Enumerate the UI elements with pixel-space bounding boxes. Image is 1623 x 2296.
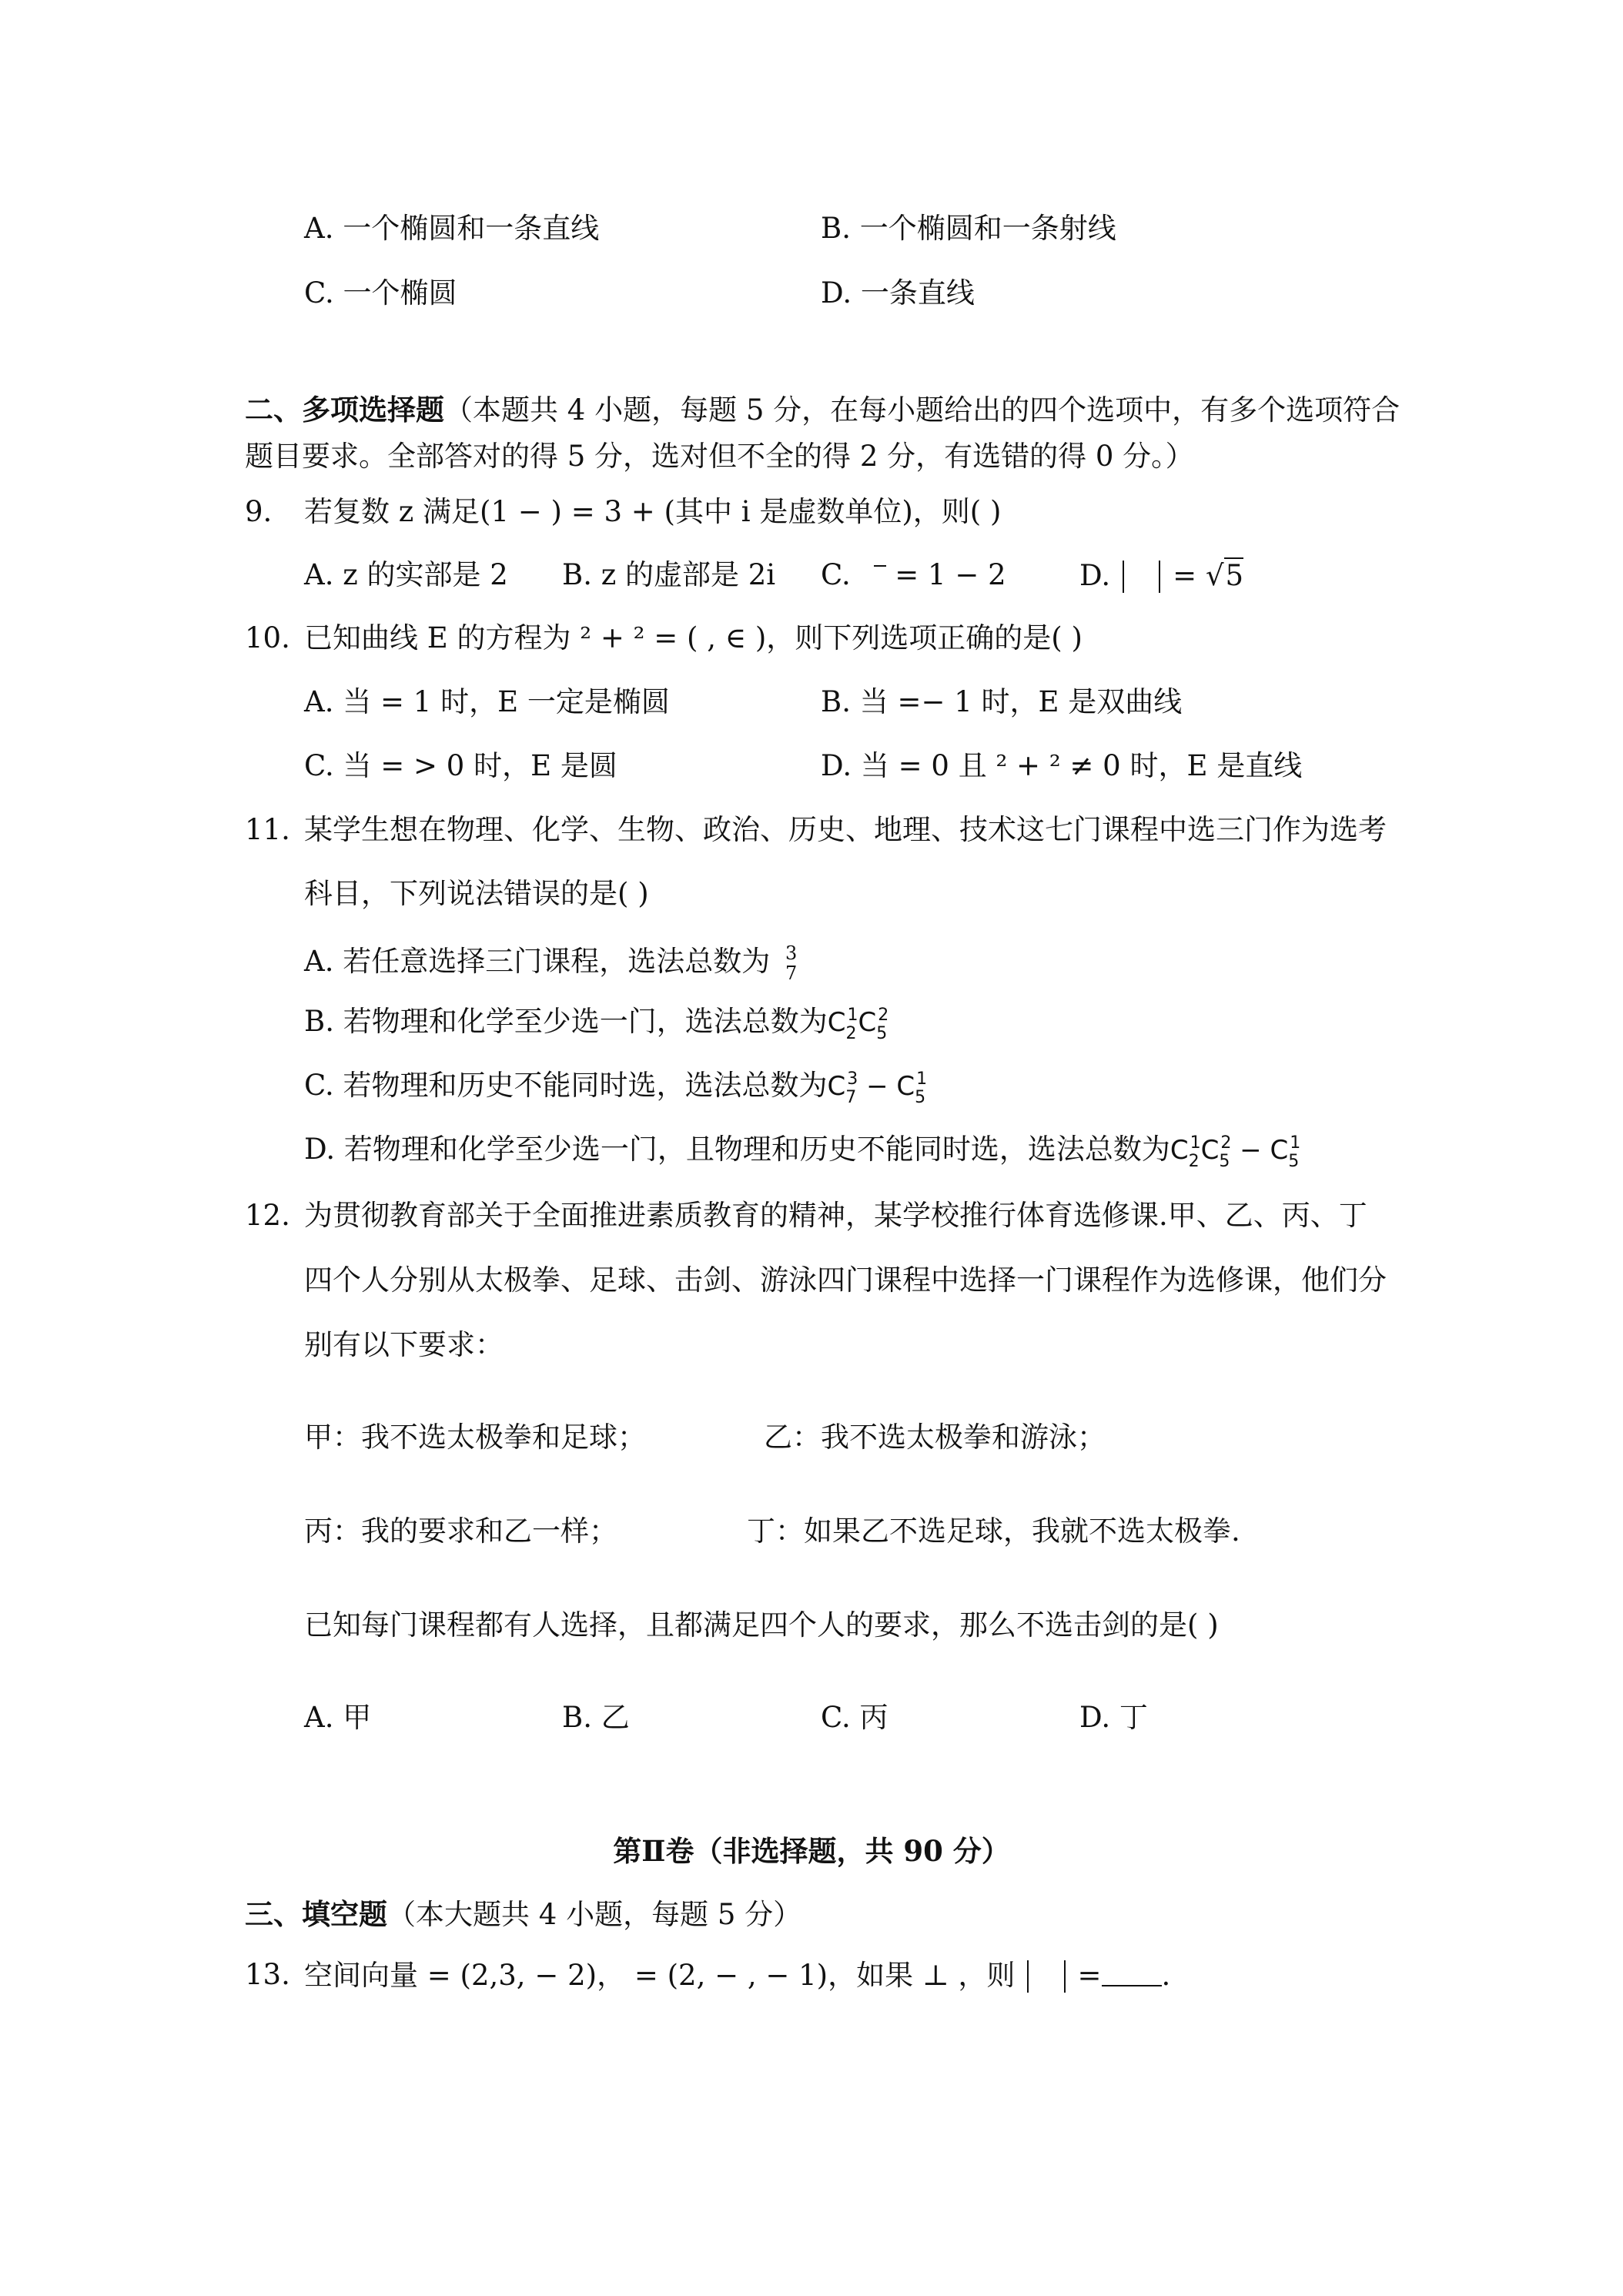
q12-requirement-ding: 丁：如果乙不选足球，我就不选太极拳. (747, 1514, 1240, 1548)
q9-option-d (1079, 561, 1243, 593)
q9-option-c (821, 558, 1006, 591)
q10-option-d: D. 当 = 0 且 ² + ² ≠ 0 时，E 是直线 (821, 749, 1303, 782)
q9-option-b: B. z 的虚部是 2i (562, 558, 776, 591)
q13-stem (304, 1960, 1170, 1993)
q10-option-b: B. 当 =− 1 时，E 是双曲线 (821, 685, 1183, 718)
q8-option-d: D. 一条直线 (821, 276, 975, 310)
q9-option-d-label: D. (1079, 559, 1111, 592)
section2-heading (245, 393, 1400, 427)
section3-heading (245, 1897, 802, 1931)
section3-desc: （本大题共 4 小题，每题 5 分） (387, 1898, 802, 1931)
q13-abs-bar-right (1064, 1960, 1066, 1993)
sqrt-radicand: 5 (1225, 559, 1244, 592)
q9-stem: 若复数 z 满足(1 − ) = 3 + (其中 i 是虚数单位)，则( ) (304, 495, 1002, 528)
q12-option-d: D. 丁 (1079, 1701, 1148, 1734)
section2-desc-line1: （本题共 4 小题，每题 5 分，在每小题给出的四个选项中，有多个选项符合 (444, 393, 1400, 427)
q13-equals: = (1077, 1959, 1102, 1992)
q9-option-a: A. z 的实部是 2 (304, 558, 508, 591)
q9-option-d-expr: = (1173, 559, 1197, 592)
q12-requirement-bing: 丙：我的要求和乙一样； (304, 1514, 617, 1548)
q9-number: 9. (245, 495, 273, 528)
part2-title: 第Ⅱ卷（非选择题，共 90 分） (613, 1834, 1010, 1868)
q11-option-c-formula: $C_7^3 - C_5^1$ (827, 1069, 928, 1107)
q12-stem-line3: 别有以下要求： (304, 1328, 504, 1361)
q9-option-c-label: C. (821, 558, 851, 591)
q12-number: 12. (245, 1199, 290, 1232)
q12-option-c: C. 丙 (821, 1701, 888, 1734)
q13-answer-blank (1102, 1962, 1162, 1986)
q12-option-a: A. 甲 (304, 1701, 372, 1734)
q11-frac-bottom: 7 (785, 962, 798, 985)
q11-option-b-text: B. 若物理和化学至少选一门，选法总数为 (304, 1005, 828, 1038)
q12-question: 已知每门课程都有人选择，且都满足四个人的要求，那么不选击剑的是( ) (304, 1608, 1219, 1642)
q11-option-a-text: A. 若任意选择三门课程，选法总数为 (304, 944, 771, 978)
sqrt-symbol: √5 (1205, 559, 1244, 592)
q11-option-d (304, 1133, 1301, 1171)
q8-option-c: C. 一个椭圆 (304, 276, 457, 310)
q11-option-d-formula: $C_2^1C_5^2 - C_5^1$ (1170, 1133, 1301, 1171)
q11-option-b (304, 1005, 889, 1043)
q8-option-a: A. 一个椭圆和一条直线 (304, 212, 600, 245)
q11-frac-top: 3 (785, 942, 798, 964)
q11-number: 11. (245, 813, 290, 846)
q13-abs-bar-left (1027, 1960, 1029, 1993)
q11-option-c (304, 1069, 928, 1107)
q10-option-c: C. 当 = > 0 时，E 是圆 (304, 749, 617, 782)
q12-requirement-jia: 甲：我不选太极拳和足球； (304, 1421, 646, 1454)
section2-desc-line2: 题目要求。全部答对的得 5 分，选对但不全的得 2 分，有选错的得 0 分。） (245, 440, 1194, 473)
q11-option-b-formula: $C_2^1C_5^2$ (827, 1006, 889, 1043)
q11-option-a (304, 943, 797, 984)
q11-option-c-text: C. 若物理和历史不能同时选，选法总数为 (304, 1069, 828, 1102)
abs-bar-left (1123, 561, 1124, 593)
section3-title: 三、填空题 (245, 1897, 387, 1931)
section2-title: 二、多项选择题 (245, 393, 444, 427)
q10-number: 10. (245, 621, 290, 654)
q8-option-b: B. 一个椭圆和一条射线 (821, 212, 1116, 245)
conjugate-bar (874, 565, 886, 567)
q9-option-c-expr: = 1 − 2 (895, 558, 1006, 591)
q11-option-d-text: D. 若物理和化学至少选一门，且物理和历史不能同时选，选法总数为 (304, 1133, 1170, 1166)
q11-stem-line1: 某学生想在物理、化学、生物、政治、历史、地理、技术这七门课程中选三门作为选考 (304, 813, 1387, 846)
q13-stem-text: 空间向量 = (2,3, − 2)， = (2, − , − 1)，如果 ⊥ ，则 (304, 1959, 1016, 1992)
q11-stem-line2: 科目，下列说法错误的是( ) (304, 877, 649, 910)
q12-requirement-yi: 乙：我不选太极拳和游泳； (764, 1421, 1106, 1454)
q10-stem: 已知曲线 E 的方程为 ² + ² = ( , ∈ )，则下列选项正确的是( ) (304, 621, 1083, 654)
q10-option-a: A. 当 = 1 时，E 一定是椭圆 (304, 685, 670, 718)
q12-stem-line2: 四个人分别从太极拳、足球、击剑、游泳四门课程中选择一门课程作为选修课，他们分 (304, 1263, 1387, 1297)
q12-option-b: B. 乙 (562, 1701, 630, 1734)
q12-stem-line1: 为贯彻教育部关于全面推进素质教育的精神，某学校推行体育选修课.甲、乙、丙、丁 (304, 1199, 1367, 1232)
q11-option-a-fraction (785, 943, 797, 984)
q13-end: . (1161, 1959, 1171, 1992)
abs-bar-right (1159, 561, 1160, 593)
q13-number: 13. (245, 1958, 290, 1991)
